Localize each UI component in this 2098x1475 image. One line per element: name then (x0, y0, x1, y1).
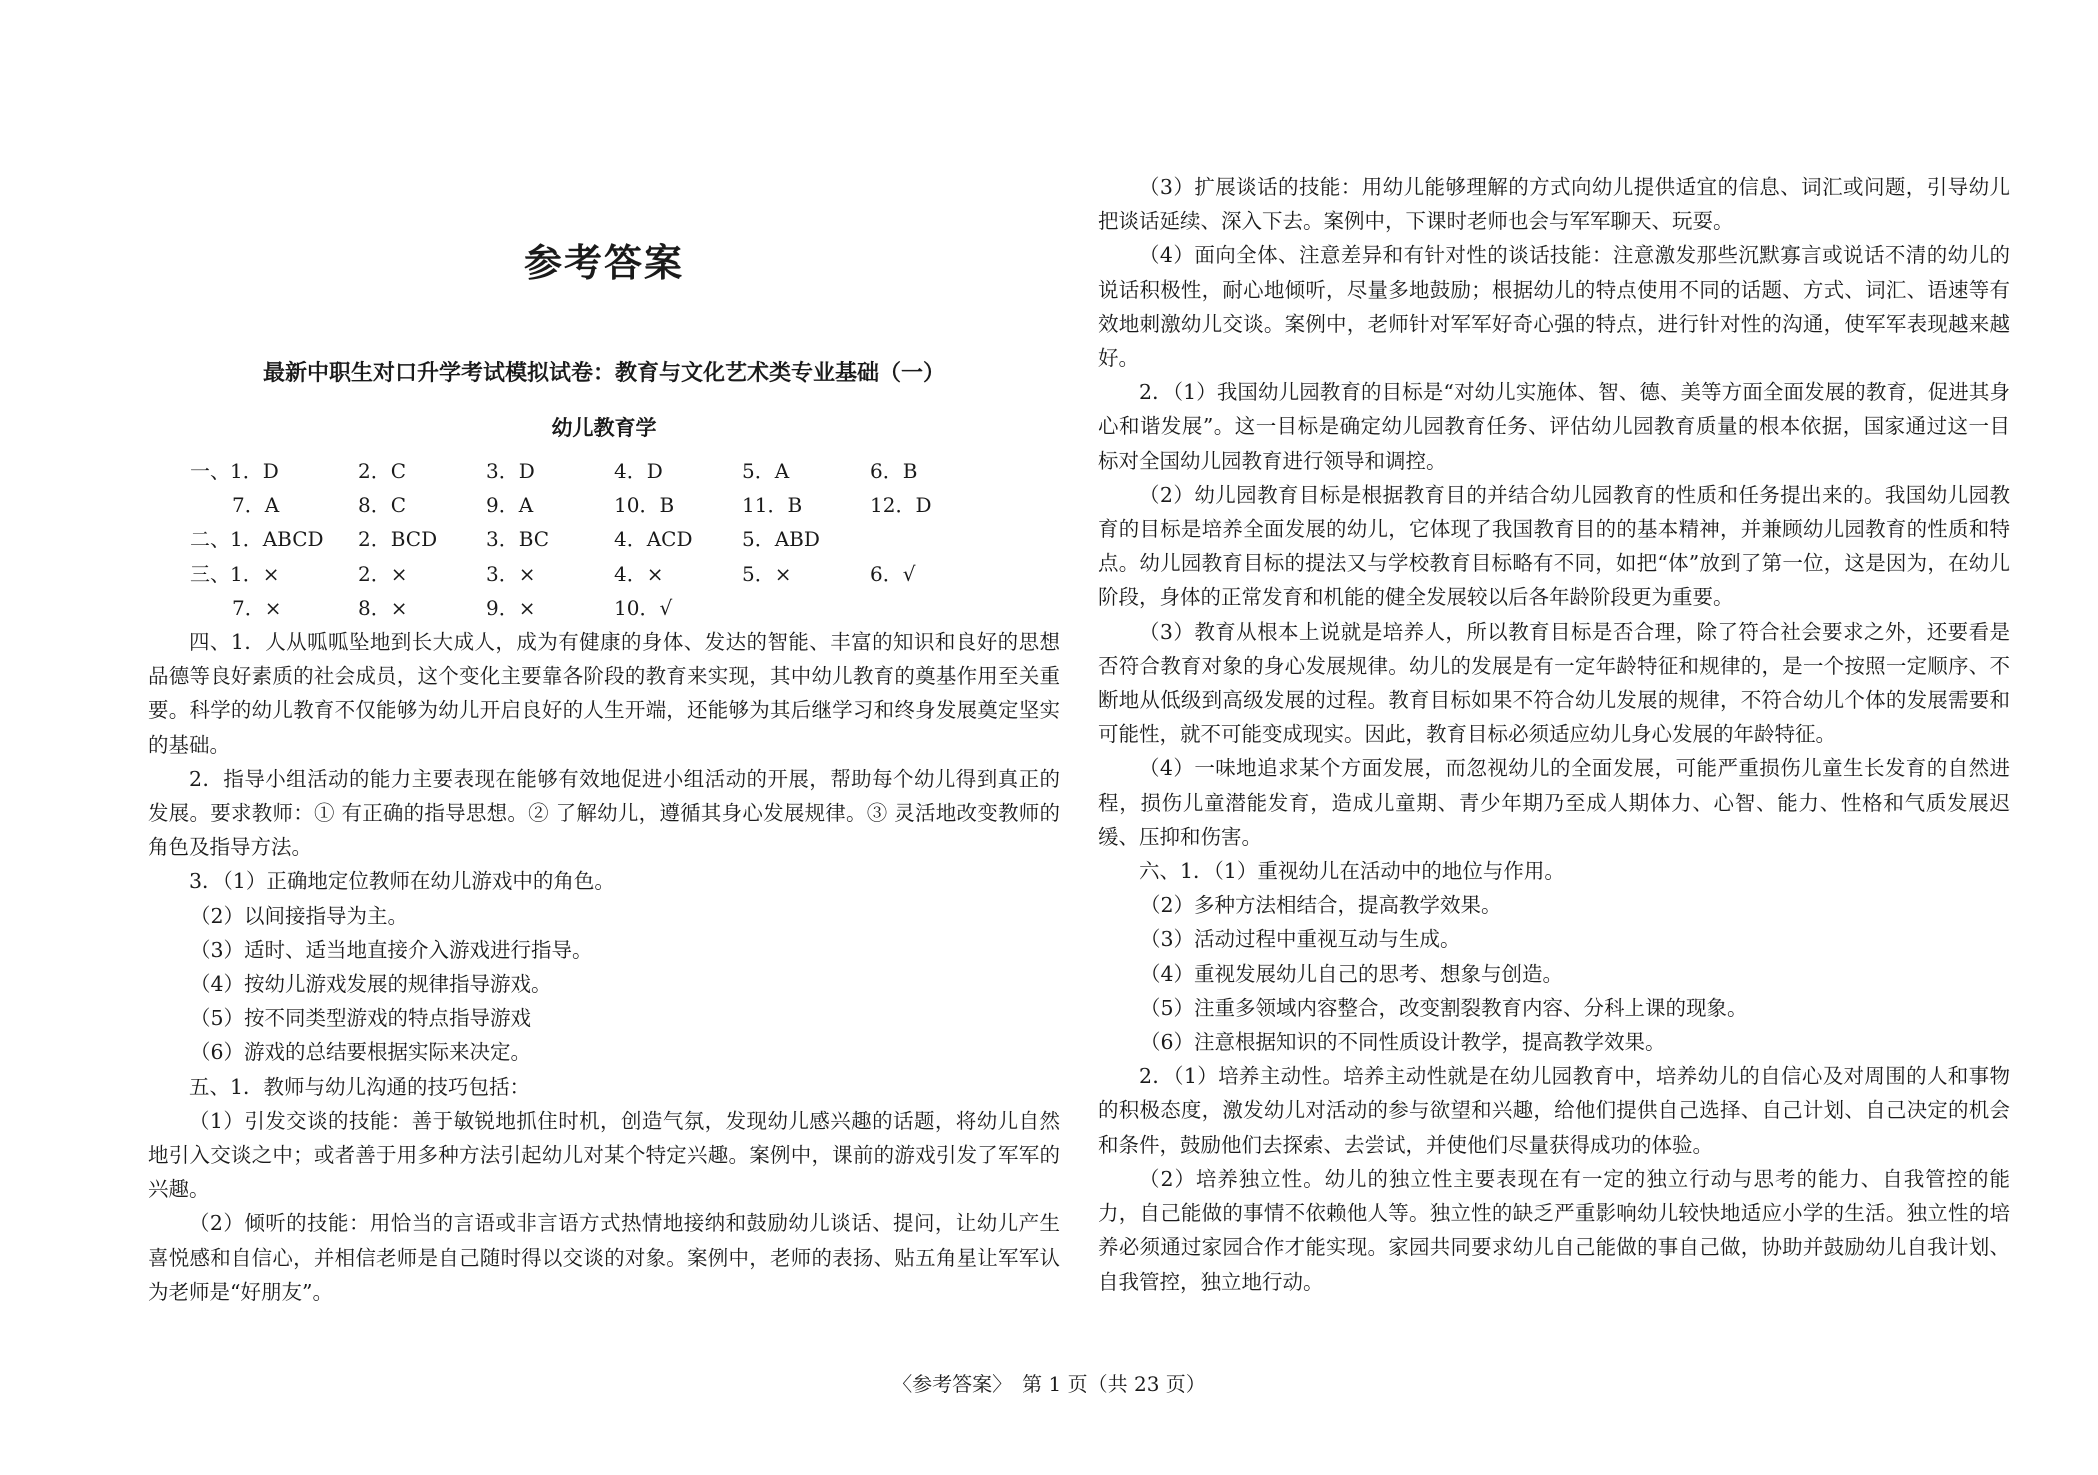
answer-paragraph: （3）扩展谈话的技能：用幼儿能够理解的方式向幼儿提供适宜的信息、词汇或问题，引导幼儿把谈话延续、深入下去。案例中，下课时老师也会与军军聊天、玩耍。 (1098, 175, 2010, 234)
answer-paragraph: （3）教育从根本上说就是培养人，所以教育目标是否合理，除了符合社会要求之外，还要看是否符合教育对象的身心发展规律。幼儿的发展是有一定年龄特征和规律的，是一个按照一定顺序、不断地从低级到高级发展的过程。教育目标如果不符合幼儿发展的规律，不符合幼儿个体的发展需要和可能性，就不可能变成现实。因此，教育目标必须适应幼儿身心发展的年龄特征。 (1098, 619, 2010, 747)
answer-cell: 二、1．ABCD (190, 527, 324, 552)
answer-cell: 9．A (486, 493, 534, 518)
answer-cell: 9．× (486, 595, 536, 620)
answer-cell: 12．D (870, 493, 932, 518)
answer-paragraph: 2．指导小组活动的能力主要表现在能够有效地促进小组活动的开展，帮助每个幼儿得到真正的发展。要求教师：① 有正确的指导思想。② 了解幼儿，遵循其身心发展规律。③ 灵活地改变教师的角色及指导方法。 (148, 766, 1060, 860)
answer-cell: 5．× (742, 561, 792, 586)
right-answers (1098, 170, 2010, 1299)
answer-row (148, 454, 1060, 488)
answer-cell: 一、1．D (190, 459, 279, 483)
answer-cell: 4．D (614, 459, 663, 483)
answer-cell: 10．√ (614, 595, 673, 620)
answer-cell: 3．× (486, 561, 536, 586)
answer-cell: 3．BC (486, 527, 550, 552)
answer-paragraph: （1）引发交谈的技能：善于敏锐地抓住时机，创造气氛，发现幼儿感兴趣的话题，将幼儿自然地引入交谈之中；或者善于用多种方法引起幼儿对某个特定兴趣。案例中，课前的游戏引发了军军的兴趣。 (148, 1108, 1060, 1202)
answer-item: （3）活动过程中重视互动与生成。 (1140, 927, 1461, 952)
answer-cell: 三、1．× (190, 561, 280, 586)
answer-cell: 8．C (358, 493, 407, 518)
answer-item: （2）多种方法相结合，提高教学效果。 (1140, 893, 1502, 918)
answer-key-table (148, 454, 1060, 625)
page-title: 参考答案 (523, 240, 684, 285)
answer-item: （4）按幼儿游戏发展的规律指导游戏。 (190, 972, 552, 997)
answer-paragraph: 2．（1）我国幼儿园教育的目标是“对幼儿实施体、智、德、美等方面全面发展的教育，促进其身心和谐发展”。这一目标是确定幼儿园教育任务、评估幼儿园教育质量的根本依据，国家通过这一目标对全国幼儿园教育进行领导和调控。 (1098, 380, 2010, 473)
answer-cell: 11．B (742, 493, 803, 518)
answer-row (148, 591, 1060, 625)
answer-item: （5）注重多领域内容整合，改变割裂教育内容、分科上课的现象。 (1140, 995, 1748, 1020)
answer-cell: 2．C (358, 459, 407, 483)
answer-cell: 3．D (486, 459, 535, 483)
answer-cell: 7．A (232, 493, 280, 518)
answer-paragraph: （2）倾听的技能：用恰当的言语或非言语方式热情地接纳和鼓励幼儿谈话、提问，让幼儿产生喜悦感和自信心，并相信老师是自己随时得以交谈的对象。案例中，老师的表扬、贴五角星让军军认为老师是“好朋友”。 (148, 1211, 1060, 1304)
answer-item: （5）按不同类型游戏的特点指导游戏 (190, 1006, 532, 1031)
subject-heading: 幼儿教育学 (551, 415, 657, 440)
answer-cell: 2．BCD (358, 527, 438, 552)
answer-paragraph: （4）面向全体、注意差异和有针对性的谈话技能：注意激发那些沉默寡言或说话不清的幼儿的说话积极性，耐心地倾听，尽量多地鼓励；根据幼儿的特点使用不同的话题、方式、词汇、语速等有效地刺激幼儿交谈。案例中，老师针对军军好奇心强的特点，进行针对性的沟通，使军军表现越来越好。 (1098, 243, 2010, 371)
answer-item: （4）重视发展幼儿自己的思考、想象与创造。 (1140, 961, 1564, 986)
answer-cell: 8．× (358, 595, 408, 620)
answer-cell: 6．B (870, 459, 918, 483)
answer-paragraph: 2．（1）培养主动性。培养主动性就是在幼儿园教育中，培养幼儿的自信心及对周围的人和事物的积极态度，激发幼儿对活动的参与欲望和兴趣，给他们提供自己选择、自己计划、自己决定的机会和条件，鼓励他们去探索、去尝试，并使他们尽量获得成功的体验。 (1098, 1064, 2010, 1157)
answer-cell: 7．× (232, 595, 282, 620)
answer-cell: 10．B (614, 493, 675, 518)
answer-paragraph: （2）幼儿园教育目标是根据教育目的并结合幼儿园教育的性质和任务提出来的。我国幼儿园教育的目标是培养全面发展的幼儿，它体现了我国教育目的的基本精神，并兼顾幼儿园教育的性质和特点。幼儿园教育目标的提法又与学校教育目标略有不同，如把“体”放到了第一位，这是因为，在幼儿阶段，身体的正常发育和机能的健全发展较以后各年龄阶段更为重要。 (1098, 482, 2010, 610)
answer-cell: 4．× (614, 561, 664, 586)
left-answers (148, 625, 1060, 1309)
exam-subtitle: 最新中职生对口升学考试模拟试卷：教育与文化艺术类专业基础（一） (262, 360, 945, 386)
answer-cell: 5．ABD (742, 527, 820, 552)
answer-paragraph: （4）一味地追求某个方面发展，而忽视幼儿的全面发展，可能严重损伤儿童生长发育的自然进程，损伤儿童潜能发育，造成儿童期、青少年期乃至成人期体力、心智、能力、性格和气质发展迟缓、压抑和伤害。 (1098, 756, 2010, 849)
answer-cell: 2．× (358, 561, 408, 586)
answer-paragraph: （2）培养独立性。幼儿的独立性主要表现在有一定的独立行动与思考的能力、自我管控的能力，自己能做的事情不依赖他人等。独立性的缺乏严重影响幼儿较快地适应小学的生活。独立性的培养必须通过家园合作才能实现。家园共同要求幼儿自己能做的事自己做，协助并鼓励幼儿自我计划、自我管控，独立地行动。 (1098, 1166, 2010, 1294)
answer-item: （6）游戏的总结要根据实际来决定。 (190, 1040, 532, 1065)
answer-cell: 4．ACD (614, 527, 693, 552)
page-footer: 〈参考答案〉 第 1 页（共 23 页） (892, 1372, 1206, 1396)
answer-item: （3）适时、适当地直接介入游戏进行指导。 (190, 937, 593, 962)
answer-row (148, 522, 1060, 556)
answer-cell: 6．√ (870, 561, 916, 586)
answer-paragraph: 四、1．人从呱呱坠地到长大成人，成为有健康的身体、发达的智能、丰富的知识和良好的思想品德等良好素质的社会成员，这个变化主要靠各阶段的教育来实现，其中幼儿教育的奠基作用至关重要。科学的幼儿教育不仅能够为幼儿开启良好的人生开端，还能够为其后继学习和终身发展奠定坚实的基础。 (148, 630, 1060, 757)
answer-item: （6）注意根据知识的不同性质设计教学，提高教学效果。 (1140, 1030, 1666, 1055)
answer-paragraph: 五、1．教师与幼儿沟通的技巧包括： (189, 1074, 531, 1099)
answer-item: （2）以间接指导为主。 (190, 903, 409, 928)
answer-paragraph: 3．（1）正确地定位教师在幼儿游戏中的角色。 (189, 869, 615, 894)
answer-row (148, 488, 1060, 522)
answer-paragraph: 六、1．（1）重视幼儿在活动中的地位与作用。 (1139, 859, 1565, 884)
answer-cell: 5．A (742, 459, 790, 483)
answer-row (148, 557, 1060, 591)
